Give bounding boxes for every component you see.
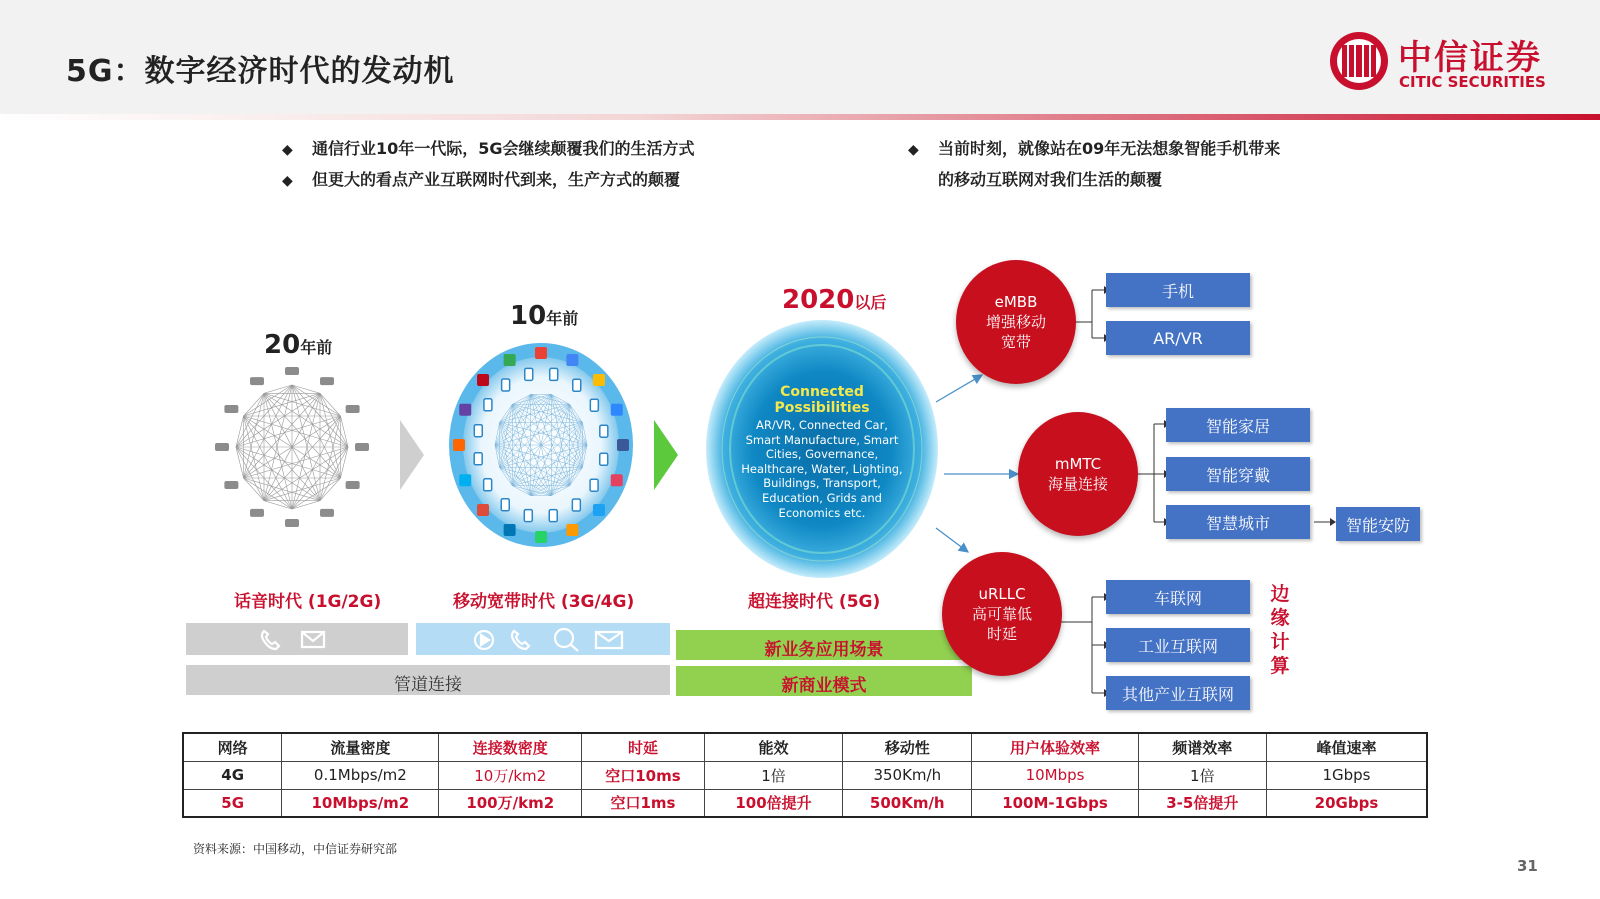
era-1-years: 20年前 [264, 330, 333, 360]
spec-comparison-table [182, 732, 1428, 818]
diamond-bullet-icon: ◆ [282, 173, 293, 189]
globe-heading: Connected Possibilities [774, 384, 870, 416]
app-smart-security: 智能安防 [1336, 507, 1420, 541]
globe-line: Economics etc. [778, 505, 866, 520]
era-3-years: 2020以后 [782, 285, 887, 315]
era-1-label: 话音时代 (1G/2G) [234, 592, 382, 612]
app-smart-home: 智能家居 [1166, 408, 1310, 442]
app-vehicle-network: 车联网 [1106, 580, 1250, 614]
logo-cn-text: 中信证券 [1398, 38, 1542, 78]
scenario-mmtc: mMTC 海量连接 [1018, 412, 1138, 536]
bullet-right-1: ◆ 当前时刻，就像站在09年无法想象智能手机带来 [908, 139, 1281, 158]
scenario-embb: eMBB 增强移动 宽带 [956, 260, 1076, 384]
bullet-left-1: ◆ 通信行业10年一代际，5G会继续颠覆我们的生活方式 [282, 139, 695, 158]
bullet-right-2: 的移动互联网对我们生活的颠覆 [938, 170, 1163, 189]
app-industrial-internet: 工业互联网 [1106, 628, 1250, 662]
app-other-industrial-internet: 其他产业互联网 [1106, 676, 1250, 710]
scenario-urllc: uRLLC 高可靠低 时延 [942, 552, 1062, 676]
source-note: 资料来源：中国移动，中信证券研究部 [193, 842, 398, 856]
app-smart-wearable: 智能穿戴 [1166, 457, 1310, 491]
era-2-label: 移动宽带时代 (3G/4G) [453, 592, 635, 612]
globe-line: Buildings, Transport, [763, 476, 881, 491]
app-smart-city: 智慧城市 [1166, 505, 1310, 539]
app-phone: 手机 [1106, 273, 1250, 307]
globe-line: AR/VR, Connected Car, [756, 418, 888, 432]
page-number: 31 [1517, 857, 1538, 875]
era-3-label: 超连接时代 (5G) [748, 592, 881, 612]
page-title: 5G：数字经济时代的发动机 [66, 54, 455, 89]
new-service-label: 新业务应用场景 [764, 640, 884, 660]
diamond-bullet-icon: ◆ [908, 142, 919, 158]
new-business-label: 新商业模式 [781, 676, 867, 696]
diamond-bullet-icon: ◆ [282, 142, 293, 158]
era-2-years: 10年前 [510, 301, 579, 331]
app-arvr: AR/VR [1106, 321, 1250, 355]
table-header-row: 网络 流量密度 连接数密度 时延 能效 移动性 用户体验效率 频谱效率 峰值速率 [183, 733, 1427, 761]
globe-line: Healthcare, Water, Lighting, [741, 461, 903, 476]
globe-line: Smart Manufacture, Smart [745, 432, 899, 447]
pipe-connection-label: 管道连接 [394, 675, 462, 695]
logo-en-text: CITIC SECURITIES [1399, 73, 1546, 91]
bullet-left-2: ◆ 但更大的看点产业互联网时代到来，生产方式的颠覆 [282, 170, 681, 189]
edge-computing-label: 边 缘 计 算 [1270, 583, 1290, 677]
table-row: 4G 0.1Mbps/m2 10万/km2 空口10ms 1倍 350Km/h 10Mbps 1倍 1Gbps [183, 761, 1427, 789]
globe-line: Education, Grids and [762, 490, 882, 505]
table-row: 5G 10Mbps/m2 100万/km2 空口1ms 100倍提升 500Km/h 100M-1Gbps 3-5倍提升 20Gbps [183, 789, 1427, 817]
globe-line: Cities, Governance, [765, 447, 879, 462]
